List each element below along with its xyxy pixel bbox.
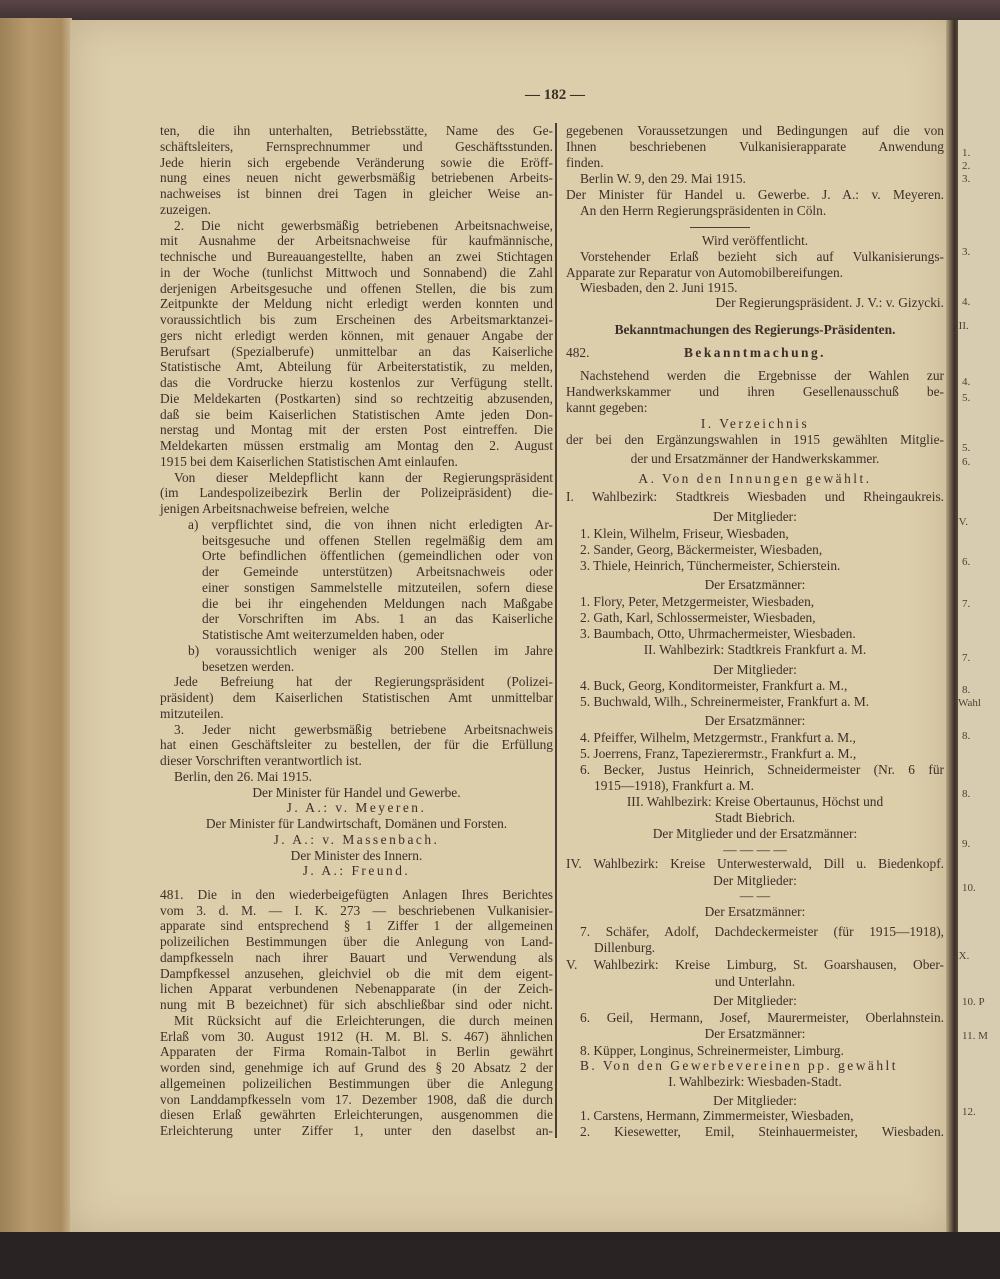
- district-heading: II. Wahlbezirk: Stadtkreis Frankfurt a. M.: [643, 642, 867, 657]
- text-line: apparate sind entsprechend § 1 Ziffer 1 der allgemeinen: [160, 918, 553, 933]
- text-line: 1915 bei dem Kaiserlichen Statistischen Amt einlaufen.: [160, 454, 458, 469]
- text-line: Mit Rücksicht auf die Erleichterungen, die durch meinen: [174, 1013, 553, 1028]
- signature-line: J. A.: v. Massenbach.: [273, 832, 440, 847]
- text-line: worden sind, genehmige ich auf Grund des § 20 Absatz 2 der: [160, 1060, 553, 1075]
- text-line: lichen Apparat verbundenen Nebenapparate (in der Zeich-: [160, 981, 553, 996]
- date-line: Berlin, den 26. Mai 1915.: [174, 769, 312, 784]
- fragment: 7.: [962, 598, 971, 610]
- text-line: allgemeinen polizeilichen Bestimmungen über die Anlegung: [160, 1076, 553, 1091]
- text-line: das die Vordrucke hierzu kostenlos zur Verfügung stellt.: [160, 375, 553, 390]
- text-line: die bei ihr eingehenden Meldungen nach Maßgabe: [202, 596, 553, 611]
- list-item: 1915—1918), Frankfurt a. M.: [594, 778, 754, 793]
- text-line: einer sonstigen Sammelstelle mitzuteilen, sofern diese: [202, 580, 553, 595]
- fragment: IV.: [955, 516, 968, 528]
- text-line: Statistische Amt, Abteilung für Arbeiterstatistik, zu melden,: [160, 359, 553, 374]
- list-item: 3. Baumbach, Otto, Uhrmachermeister, Wiesbaden.: [580, 626, 856, 641]
- text-line: von Landdampfkesseln vom 17. Dezember 1908, daß die durch: [160, 1092, 553, 1107]
- text-line: nung mit B bezeichnet) für sich abschließbar sind oder nicht.: [160, 997, 553, 1012]
- signature-line: Der Regierungspräsident. J. V.: v. Gizycki.: [715, 295, 944, 310]
- text-line: Statistische Amt weiterzumelden haben, oder: [202, 627, 445, 642]
- text-line: Meldekarten müssen erstmalig am Montag den 2. August: [160, 438, 553, 453]
- list-item: 6. Becker, Justus Heinrich, Schneidermeister (Nr. 6 für: [580, 762, 944, 777]
- list-item: 1. Klein, Wilhelm, Friseur, Wiesbaden,: [580, 526, 789, 541]
- group-heading: Der Mitglieder:: [713, 509, 797, 524]
- text-line: nachweises ist binnen drei Tagen in gleicher Weise an-: [160, 186, 553, 201]
- fragment: 8.: [962, 730, 971, 742]
- group-heading: Der Mitglieder:: [713, 662, 797, 677]
- fragment: 5.: [962, 442, 971, 454]
- placeholder-dashes: — — — —: [723, 842, 787, 857]
- list-item: 4. Buck, Georg, Konditormeister, Frankfurt a. M.,: [580, 678, 848, 693]
- text-line: Handwerkskammer und ihren Gesellenausschuß be-: [566, 384, 944, 399]
- district-heading: V. Wahlbezirk: Kreise Limburg, St. Goarshausen, Ober-: [566, 957, 944, 972]
- text-line: b) voraussichtlich weniger als 200 Stellen im Jahre: [188, 643, 553, 658]
- group-heading: Der Ersatzmänner:: [704, 577, 806, 592]
- book-binding: [0, 18, 72, 1233]
- list-item: Dillenburg.: [594, 940, 656, 955]
- text-line: gegebenen Voraussetzungen und Bedingungen auf die von: [566, 123, 944, 138]
- fragment: 6.: [962, 556, 971, 568]
- text-line: derjenigen Arbeitsgesuche und offenen Stellen, die bis zum: [160, 281, 553, 296]
- text-line: dieser Vorschriften verantwortlich ist.: [160, 753, 362, 768]
- text-line: in der Woche (tunlichst Mittwoch und Sonnabend) die Zahl: [160, 265, 553, 280]
- fragment: 3.: [962, 246, 971, 258]
- signature-line: Der Minister für Handel und Gewerbe.: [252, 785, 461, 800]
- text-line: Jede Befreiung hat der Regierungspräsident (Polizei-: [174, 674, 553, 689]
- list-item: 5. Buchwald, Wilh., Schreinermeister, Frankfurt a. M.: [580, 694, 870, 709]
- fragment: 4.: [962, 376, 971, 388]
- fragment: 8.: [962, 684, 971, 696]
- subsection-heading: B. Von den Gewerbevereinen pp. gewählt: [580, 1058, 898, 1073]
- text-line: nerstag und Montag mit der ersten Post eintreffen. Die: [160, 422, 553, 437]
- signature-line: Der Minister für Landwirtschaft, Domänen und Forsten.: [205, 816, 508, 831]
- signature-line: J. A.: Freund.: [302, 863, 411, 878]
- list-item: 6. Geil, Hermann, Josef, Maurermeister, Oberlahnstein.: [580, 1010, 944, 1025]
- text-line: jenigen Arbeitsnachweise befreien, welche: [160, 501, 390, 516]
- fragment: 10.: [962, 882, 976, 894]
- text-line: kannt gegeben:: [566, 400, 648, 415]
- notice-title: Bekanntmachung.: [683, 345, 827, 360]
- text-line: der bei den Ergänzungswahlen in 1915 gewählten Mitglie-: [566, 432, 944, 447]
- text-line: Apparaten der Firma Romain-Talbot in Berlin gewährt: [160, 1044, 553, 1059]
- group-heading: Der Mitglieder:: [713, 873, 797, 888]
- text-line: Wird veröffentlicht.: [701, 233, 809, 248]
- text-line: daß sie beim Kaiserlichen Statistischen Amte jeden Don-: [160, 407, 553, 422]
- text-line: der Gemeinde unterstützen) Arbeitsnachweis oder: [202, 564, 553, 579]
- text-line: 2. Die nicht gewerbsmäßig betriebenen Arbeitsnachweise,: [174, 218, 553, 233]
- text-line: technische und Bureauangestellte, haben an zwei Stichtagen: [160, 249, 553, 264]
- fragment: 10. P: [962, 996, 985, 1008]
- date-line: Berlin W. 9, den 29. Mai 1915.: [580, 171, 746, 186]
- fragment: 9.: [962, 838, 971, 850]
- fragment: III.: [955, 320, 969, 332]
- text-line: der und Ersatzmänner der Handwerkskammer.: [630, 451, 880, 466]
- text-line: Nachstehend werden die Ergebnisse der Wahlen zur: [580, 368, 944, 383]
- text-line: Apparate zur Reparatur von Automobilbereifungen.: [566, 265, 844, 280]
- text-line: zuzeigen.: [160, 202, 211, 217]
- list-item: 1. Flory, Peter, Metzgermeister, Wiesbaden,: [580, 594, 815, 609]
- text-line: Von dieser Meldepflicht kann der Regierungspräsident: [174, 470, 553, 485]
- text-line: mitzuteilen.: [160, 706, 224, 721]
- list-item: 5. Joerrens, Franz, Tapezierermstr., Frankfurt a. M.,: [580, 746, 857, 761]
- list-item: 7. Schäfer, Adolf, Dachdeckermeister (für 1915—1918),: [580, 924, 944, 939]
- text-line: Erleichterung unter Ziffer 1, unter den daselbst an-: [160, 1123, 553, 1138]
- fragment: 8.: [962, 788, 971, 800]
- text-line: schäftsleiters, Fernsprechnummer und Geschäftsstunden.: [160, 139, 553, 154]
- district-heading: I. Wahlbezirk: Wiesbaden-Stadt.: [668, 1074, 842, 1089]
- district-heading: III. Wahlbezirk: Kreise Obertaunus, Höchst und: [626, 794, 884, 809]
- group-heading: Der Ersatzmänner:: [704, 904, 806, 919]
- group-heading: Der Mitglieder:: [713, 993, 797, 1008]
- text-line: Ihnen beschriebenen Vulkanisierapparate Anwendung: [566, 139, 944, 154]
- list-item: 3. Thiele, Heinrich, Tünchermeister, Schierstein.: [580, 558, 841, 573]
- text-line: beitsgesuche und offenen Stellen regelmäßig dem am: [202, 533, 553, 548]
- list-item: 2. Kiesewetter, Emil, Steinhauermeister, Wiesbaden.: [580, 1124, 944, 1139]
- fragment: 7.: [962, 652, 971, 664]
- text-line: Dampfkessel anzusehen, gleichviel ob die mit dem eigent-: [160, 966, 553, 981]
- text-line: der Vorschriften im Abs. 1 an das Kaiserliche: [202, 611, 553, 626]
- text-line: Jede hierin sich ergebende Veränderung sowie die Eröff-: [160, 155, 553, 170]
- text-line: vom 3. d. M. — I. K. 273 — beschriebenen Vulkanisier-: [160, 903, 553, 918]
- scan-bottom-edge: [0, 1232, 1000, 1279]
- text-line: Erlaß vom 30. August 1912 (H. M. Bl. S. 467) ähnlichen: [160, 1029, 553, 1044]
- fragment: 5.: [962, 392, 971, 404]
- text-line: nung eines neuen nicht gewerbsmäßig betriebenen Arbeits-: [160, 170, 553, 185]
- fragment: IX.: [955, 950, 970, 962]
- text-line: präsident) dem Kaiserlichen Statistischen Amt unmittelbar: [160, 690, 553, 705]
- text-line: a) verpflichtet sind, die von ihnen nicht erledigten Ar-: [188, 517, 553, 532]
- text-line: 481. Die in den wiederbeigefügten Anlagen Ihres Berichtes: [160, 887, 553, 902]
- text-line: diesen Erlaß gewährten Erleichterungen, ausgenommen die: [160, 1107, 553, 1122]
- fragment: 12.: [962, 1106, 976, 1118]
- list-item: 4. Pfeiffer, Wilhelm, Metzgermstr., Frankfurt a. M.,: [580, 730, 856, 745]
- group-heading: Der Mitglieder:: [713, 1093, 797, 1108]
- text-line: voraussichtlich bis zum Erscheinen des Arbeitsmarktanzei-: [160, 312, 553, 327]
- section-heading: Bekanntmachungen des Regierungs-Präsidenten.: [614, 322, 896, 337]
- text-line: Vorstehender Erlaß bezieht sich auf Vulkanisierungs-: [580, 249, 944, 264]
- text-line: polizeilichen Bestimmungen über die Anlegung von Land-: [160, 934, 553, 949]
- addressee-line: An den Herrn Regierungspräsidenten in Cöln.: [580, 203, 827, 218]
- list-item: 8. Küpper, Longinus, Schreinermeister, Limburg.: [580, 1043, 844, 1058]
- district-heading: Stadt Biebrich.: [714, 810, 796, 825]
- text-line: 3. Jeder nicht gewerbsmäßig betriebene Arbeitsnachweis: [174, 722, 553, 737]
- text-line: hat einen Geschäftsleiter zu bestellen, der für die Erfüllung: [160, 737, 553, 752]
- text-line: mit Ausnahme der Arbeitsnachweise für kaufmännische,: [160, 233, 553, 248]
- text-line: besetzen werden.: [202, 659, 295, 674]
- text-line: Die Meldekarten (Postkarten) sind so rechtzeitig abzusenden,: [160, 391, 553, 406]
- fragment: 2.: [962, 160, 971, 172]
- fragment: Wahl: [958, 697, 981, 709]
- signature-line: Der Minister für Handel u. Gewerbe. J. A.: v. Meyeren.: [566, 187, 944, 202]
- list-item: 1. Carstens, Hermann, Zimmermeister, Wiesbaden,: [580, 1108, 854, 1123]
- list-heading: I. Verzeichnis: [700, 416, 810, 431]
- fragment: 4.: [962, 296, 971, 308]
- text-line: ten, die ihn unterhalten, Betriebsstätte, Name des Ge-: [160, 123, 553, 138]
- group-heading: Der Ersatzmänner:: [704, 713, 806, 728]
- next-page-edge: [958, 20, 1000, 1232]
- district-heading: I. Wahlbezirk: Stadtkreis Wiesbaden und Rheingaukreis.: [566, 489, 944, 504]
- group-heading: Der Ersatzmänner:: [704, 1026, 806, 1041]
- subsection-heading: A. Von den Innungen gewählt.: [638, 471, 872, 486]
- fragment: 1.: [962, 147, 971, 159]
- text-line: finden.: [566, 155, 604, 170]
- district-heading: IV. Wahlbezirk: Kreise Unterwesterwald, Dill u. Biedenkopf.: [566, 856, 944, 871]
- column-divider: [555, 123, 557, 1138]
- text-line: Orte befindlichen öffentlichen (gemeindlichen oder von: [202, 548, 553, 563]
- list-item: 2. Sander, Georg, Bäckermeister, Wiesbaden,: [580, 542, 823, 557]
- text-line: Zeitpunkte der Meldung nicht erledigt werden konnten und: [160, 296, 553, 311]
- scan-top-edge: [0, 0, 1000, 22]
- notice-number: 482.: [566, 345, 590, 360]
- list-item: 2. Gath, Karl, Schlossermeister, Wiesbaden,: [580, 610, 816, 625]
- fragment: 6.: [962, 456, 971, 468]
- signature-line: Der Minister des Innern.: [290, 848, 423, 863]
- fragment: 11. M: [962, 1030, 988, 1042]
- signature-line: J. A.: v. Meyeren.: [286, 800, 427, 815]
- text-line: Berufsart (Spezialberufe) unmittelbar an das Kaiserliche: [160, 344, 553, 359]
- placeholder-dashes: — —: [739, 888, 771, 903]
- text-line: (im Landespolizeibezirk Berlin der Polizeipräsident) die-: [160, 485, 553, 500]
- text-line: dampfkesseln nach ihrer Bauart und Verwendung als: [160, 950, 553, 965]
- group-heading: Der Mitglieder und der Ersatzmänner:: [652, 826, 858, 841]
- date-line: Wiesbaden, den 2. Juni 1915.: [580, 280, 738, 295]
- section-divider: [690, 227, 750, 228]
- text-line: gers nicht erledigt werden können, mit genauer Angabe der: [160, 328, 553, 343]
- fragment: 3.: [962, 173, 971, 185]
- district-heading: und Unterlahn.: [714, 974, 796, 989]
- page-number: — 182 —: [525, 87, 585, 103]
